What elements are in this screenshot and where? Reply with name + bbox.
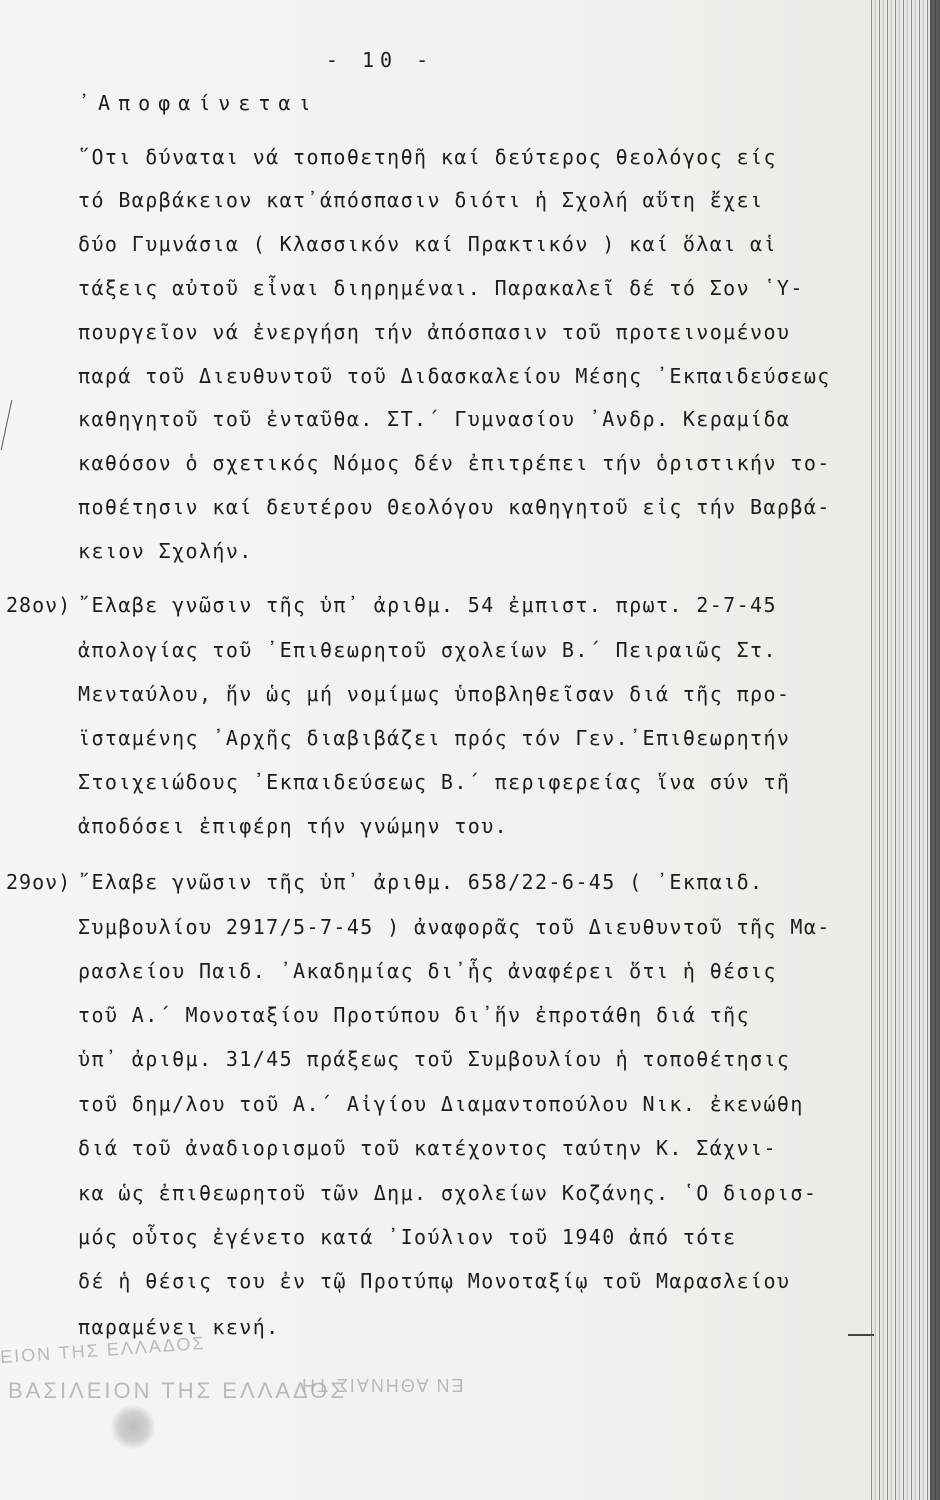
item-number-29: 29ον) (6, 870, 72, 894)
text-line: τάξεις αὐτοῦ εἶναι διηρημέναι. Παρακαλεῖ δέ τό Σον ῾Υ- (78, 276, 804, 300)
text-line: παρά τοῦ Διευθυντοῦ τοῦ Διδασκαλείου Μέσης ᾿Εκπαιδεύσεως (78, 364, 831, 388)
text-line: πουργεῖον νά ἐνεργήση τήν ἀπόσπασιν τοῦ προτεινομένου (78, 320, 791, 344)
text-line: τοῦ Α.´ Μονοταξίου Προτύπου δι᾿ἥν ἐπροτάθη διά τῆς (78, 1003, 751, 1027)
text-line: Μενταύλου, ἥν ὡς μή νομίμως ὑποβληθεῖσαν διά τῆς προ- (78, 682, 791, 706)
text-line: ἀποδόσει ἐπιφέρη τήν γνώμην του. (78, 814, 509, 838)
text-line: καθόσον ὁ σχετικός Νόμος δέν ἐπιτρέπει τήν ὁριστικήν το- (78, 451, 831, 475)
bleed-through-stamp: ΕΙΟΝ ΤΗΣ ΕΛΛΑΔΟΣ (0, 1332, 207, 1368)
item-number-28: 28ον) (6, 593, 72, 617)
text-line: καθηγητοῦ τοῦ ἐνταῦθα. ΣΤ.´ Γυμνασίου ᾿Ανδρ. Κεραμίδα (78, 407, 791, 431)
margin-pen-mark (1, 400, 23, 450)
mirrored-stamp: ΕΝ ΑΘΗΝΑΙΣ ΤΗ (300, 1375, 464, 1395)
text-line: κειον Σχολήν. (78, 539, 253, 563)
binding-shadow (930, 0, 940, 1500)
text-line: παραμένει κενή. (78, 1315, 280, 1339)
page-number: - 10 - (325, 48, 435, 72)
text-line: ϊσταμένης ᾿Αρχῆς διαβιβάζει πρός τόν Γεν.᾿Επιθεωρητήν (78, 726, 791, 750)
text-line: ῞Οτι δύναται νά τοποθετηθῆ καί δεύτερος θεολόγος είς (78, 145, 777, 169)
heading-apofainetai: ᾿Αποφαίνεται (78, 91, 319, 115)
text-line: δύο Γυμνάσια ( Κλασσικόν καί Πρακτικόν ) καί ὅλαι αἱ (78, 232, 777, 256)
text-line: ποθέτησιν καί δευτέρου Θεολόγου καθηγητοῦ εἰς τήν Βαρβά- (78, 495, 831, 519)
text-line: ἀπολογίας τοῦ ᾿Επιθεωρητοῦ σχολείων Β.´ Πειραιῶς Στ. (78, 638, 777, 662)
margin-dash (848, 1334, 874, 1336)
text-line: κα ὡς ἐπιθεωρητοῦ τῶν Δημ. σχολείων Κοζάνης. ῾Ο διορισ- (78, 1181, 818, 1205)
text-line: δέ ἡ θέσις του ἐν τῷ Προτύπῳ Μονοταξίῳ τοῦ Μαρασλείου (78, 1269, 791, 1293)
text-line: ὑπ᾿ ἀριθμ. 31/45 πράξεως τοῦ Συμβουλίου ἡ τοποθέτησις (78, 1047, 791, 1071)
text-line: Στοιχειώδους ᾿Εκπαιδεύσεως Β.´ περιφερείας ἵνα σύν τῆ (78, 770, 791, 794)
text-line: διά τοῦ ἀναδιορισμοῦ τοῦ κατέχοντος ταύτην Κ. Σάχνι- (78, 1136, 777, 1160)
text-line: τοῦ δημ/λου τοῦ Α.´ Αἰγίου Διαμαντοπούλου Νικ. ἐκενώθη (78, 1092, 804, 1116)
text-line: τό Βαρβάκειον κατ᾿άπόσπασιν διότι ἡ Σχολή αὕτη ἔχει (78, 188, 764, 212)
seal-stamp (110, 1404, 156, 1450)
text-line: μός οὗτος ἐγένετο κατά ᾿Ιούλιον τοῦ 1940 ἀπό τότε (78, 1225, 737, 1249)
text-line: ῎Ελαβε γνῶσιν τῆς ὑπ᾿ ἀριθμ. 54 ἐμπιστ. πρωτ. 2-7-45 (78, 593, 777, 617)
text-line: ῎Ελαβε γνῶσιν τῆς ὑπ᾿ ἀριθμ. 658/22-6-45 ( ᾿Εκπαιδ. (78, 870, 764, 894)
text-line: Συμβουλίου 2917/5-7-45 ) ἀναφορᾶς τοῦ Διευθυντοῦ τῆς Μα- (78, 915, 831, 939)
library-stamp: ΒΑΣΙΛΕΙΟΝ ΤΗΣ ΕΛΛΑΔΟΣ (8, 1378, 347, 1403)
text-line: ρασλείου Παιδ. ᾿Ακαδημίας δι᾿ἧς ἀναφέρει ὅτι ἡ θέσις (78, 959, 777, 983)
